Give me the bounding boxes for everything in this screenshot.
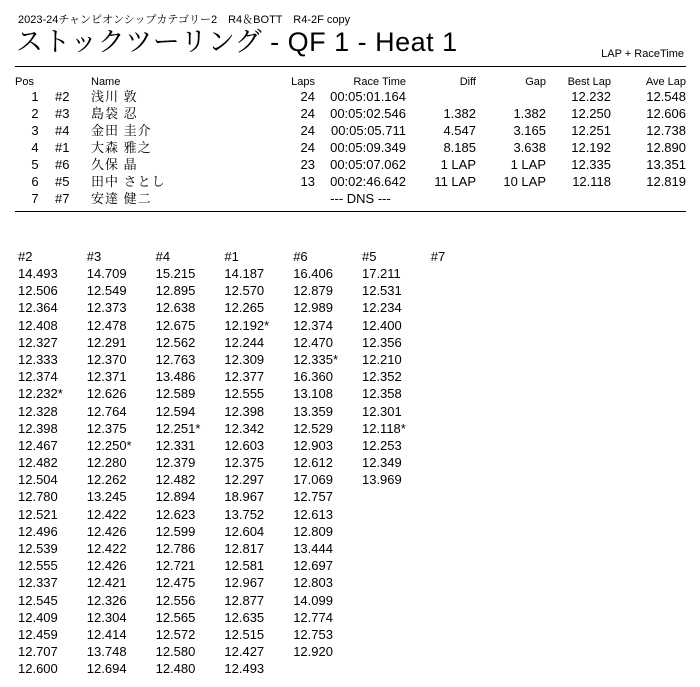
lap-column-car-number: #2: [18, 249, 33, 264]
col-header-race-time: Race Time: [353, 76, 406, 88]
lap-time: 12.764: [86, 403, 127, 419]
result-best-lap: 12.118: [572, 174, 611, 189]
result-race-time: 00:05:05.711: [331, 123, 406, 138]
col-header-laps: Laps: [291, 76, 315, 88]
lap-time: 12.459: [18, 626, 58, 642]
result-pos: 2: [31, 106, 39, 121]
lap-time: 12.635: [224, 609, 265, 625]
lap-time: 12.333: [18, 351, 58, 367]
lap-time: 12.817: [224, 541, 265, 556]
col-header-ave-lap: Ave Lap: [645, 76, 686, 88]
lap-time: 12.414: [86, 626, 127, 642]
lap-time: 12.326: [86, 592, 127, 608]
result-race-time: 00:02:46.642: [330, 174, 406, 189]
col-header-name: Name: [91, 76, 121, 88]
lap-time: 13.752: [224, 506, 265, 522]
lap-time: 12.594: [155, 403, 196, 419]
lap-time: 12.331: [155, 437, 196, 453]
lap-time: 12.626: [86, 386, 127, 402]
lap-time: 17.069: [293, 472, 333, 488]
results-table: [15, 74, 686, 207]
lap-time: 12.763: [155, 351, 196, 367]
lap-time: 12.232*: [18, 386, 63, 402]
result-driver-name: 大森 雅之: [91, 140, 152, 155]
lap-column: [156, 248, 225, 678]
result-pos: 4: [31, 140, 39, 155]
lap-time: 12.480: [155, 661, 196, 677]
result-gap: 3.638: [513, 140, 546, 155]
lap-time: 12.894: [155, 489, 196, 505]
lap-time: 12.531: [361, 283, 402, 299]
lap-time: 12.697: [293, 558, 333, 574]
lap-time: 12.467: [18, 437, 58, 453]
lap-time: 12.370: [86, 351, 127, 367]
lap-time: 12.967: [224, 575, 265, 591]
lap-time: 12.280: [86, 455, 127, 471]
result-best-lap: 12.192: [571, 140, 611, 155]
lap-time: 12.118*: [361, 420, 406, 436]
result-diff: [406, 88, 476, 105]
lap-time: 12.809: [293, 523, 333, 539]
lap-time: 12.556: [155, 592, 196, 608]
lap-time: 12.675: [155, 317, 196, 333]
result-ave-lap: 12.738: [646, 123, 686, 138]
lap-time: 12.879: [293, 283, 333, 299]
lap-time: 12.565: [155, 609, 196, 625]
lap-time: 12.572: [155, 626, 196, 642]
result-pos: 6: [31, 174, 39, 189]
result-car-number: #7: [55, 191, 70, 206]
result-ave-lap: [611, 190, 686, 207]
result-race-time: 00:05:01.164: [330, 89, 406, 104]
lap-time: 12.496: [18, 523, 58, 539]
lap-time: 12.694: [86, 661, 127, 677]
lap-time: 12.250*: [86, 437, 132, 453]
result-laps: 13: [300, 174, 315, 189]
lap-time: 18.967: [224, 489, 265, 505]
lap-column-car-number: #6: [293, 249, 308, 264]
lap-time: 12.600: [18, 661, 58, 677]
lap-time: 15.215: [155, 266, 196, 281]
lap-time: 12.504: [18, 472, 58, 488]
result-race-time: 00:05:02.546: [330, 106, 406, 121]
result-ave-lap: 12.890: [646, 140, 686, 155]
result-best-lap: 12.250: [571, 106, 611, 121]
page-title: ストックツーリング - QF 1 - Heat 1: [16, 27, 458, 57]
lap-time: 13.969: [361, 472, 402, 488]
lap-time: 12.545: [18, 592, 58, 608]
lap-time: 12.612: [293, 455, 333, 471]
report-mode-label: LAP + RaceTime: [601, 48, 684, 60]
lap-column: [87, 248, 156, 678]
lap-column: [224, 248, 293, 678]
lap-time: 12.803: [293, 575, 333, 591]
lap-time: 12.335*: [293, 351, 339, 367]
lap-time: 12.400: [361, 317, 402, 333]
result-best-lap: [546, 190, 611, 207]
lap-time: 12.371: [86, 369, 127, 385]
lap-time: 12.989: [293, 300, 333, 316]
lap-time: 14.493: [18, 266, 58, 281]
lap-time: 12.373: [86, 300, 127, 316]
lap-time: 12.234: [361, 300, 402, 316]
lap-time: 12.304: [86, 609, 127, 625]
lap-time: 12.427: [224, 644, 265, 660]
lap-time: 12.327: [18, 334, 58, 350]
lap-time: 12.328: [18, 403, 58, 419]
lap-column-car-number: #7: [430, 249, 446, 264]
col-header-diff: Diff: [459, 76, 476, 88]
lap-time: 12.244: [224, 334, 265, 350]
lap-time: 12.786: [155, 541, 196, 556]
result-ave-lap: 12.819: [646, 174, 686, 189]
lap-time: 12.475: [155, 575, 196, 591]
result-diff: 1 LAP: [440, 157, 476, 172]
result-diff: 1.382: [443, 106, 476, 121]
lap-time: 13.359: [293, 403, 333, 419]
lap-time: 13.108: [293, 386, 333, 402]
lap-time: 12.352: [361, 369, 402, 385]
lap-time: 13.245: [86, 489, 127, 505]
result-ave-lap: 13.351: [646, 157, 686, 172]
lap-time: 12.780: [18, 489, 58, 505]
lap-time: 12.555: [18, 558, 58, 574]
lap-time: 12.374: [293, 317, 333, 333]
lap-column-car-number: #3: [86, 249, 102, 264]
result-pos: 1: [31, 89, 39, 104]
result-driver-name: 金田 圭介: [91, 123, 152, 138]
lap-column: [362, 248, 431, 678]
result-row: [15, 156, 686, 173]
lap-time: 13.486: [155, 369, 196, 385]
lap-time: 12.581: [224, 558, 265, 574]
result-driver-name: 島袋 忍: [91, 106, 138, 121]
lap-time: 12.253: [361, 437, 402, 453]
lap-time: 12.342: [224, 420, 265, 436]
lap-time: 12.604: [224, 523, 265, 539]
result-driver-name: 安達 健二: [91, 191, 152, 206]
lap-time: 12.478: [86, 317, 127, 333]
col-header-gap: Gap: [525, 76, 546, 88]
lap-time: 12.603: [224, 437, 265, 453]
result-diff: 4.547: [443, 123, 476, 138]
lap-time: 12.529: [293, 420, 333, 436]
lap-time: 12.470: [293, 334, 333, 350]
result-gap: 1 LAP: [510, 157, 546, 172]
lap-time: 12.375: [86, 420, 127, 436]
lap-time: 12.920: [293, 644, 333, 660]
result-row: [15, 190, 686, 207]
result-pos: 3: [31, 123, 39, 138]
result-gap: [476, 88, 546, 105]
lap-time: 12.409: [18, 609, 58, 625]
lap-time: 16.360: [293, 369, 333, 385]
lap-time: 12.426: [86, 558, 127, 574]
result-car-number: #3: [55, 106, 70, 121]
lap-time: 12.408: [18, 317, 58, 333]
lap-time: 12.358: [361, 386, 402, 402]
lap-time: 12.210: [361, 351, 402, 367]
result-car-number: #5: [55, 174, 70, 189]
lap-time: 12.349: [361, 455, 402, 471]
lap-time: 12.251*: [155, 420, 201, 436]
lap-column: [293, 248, 362, 678]
result-best-lap: 12.335: [571, 157, 611, 172]
result-driver-name: 久保 晶: [91, 157, 138, 172]
report-subtitle: 2023-24チャンピオンシップカテゴリー2 R4＆BOTT R4-2F copy: [18, 14, 351, 26]
lap-time: 13.748: [86, 644, 127, 660]
lap-time: 14.187: [224, 266, 265, 281]
result-row: [15, 105, 686, 122]
lap-time: 12.613: [293, 506, 333, 522]
results-header-row: [15, 74, 686, 88]
col-header-best-lap: Best Lap: [567, 76, 611, 88]
lap-time: 12.374: [18, 369, 58, 385]
lap-time: 12.589: [155, 386, 196, 402]
result-pos: 7: [31, 191, 39, 206]
lap-time: 14.709: [86, 266, 127, 281]
lap-time: 12.262: [86, 472, 127, 488]
lap-time: 12.192*: [224, 317, 270, 333]
lap-time: 13.444: [293, 541, 333, 556]
lap-time: 12.493: [224, 661, 265, 677]
result-ave-lap: 12.606: [646, 106, 686, 121]
lap-time: 12.903: [293, 437, 333, 453]
lap-column-car-number: #5: [361, 249, 377, 264]
lap-time: 12.375: [224, 455, 265, 471]
lap-time: 12.753: [293, 626, 333, 642]
lap-time: 12.265: [224, 300, 265, 316]
result-laps: [281, 190, 315, 207]
lap-time: 12.301: [361, 403, 402, 419]
lap-time: 12.482: [18, 455, 58, 471]
lap-time: 12.377: [224, 369, 265, 385]
lap-time: 12.757: [293, 489, 333, 505]
lap-time: 12.422: [86, 506, 127, 522]
result-laps: 24: [300, 106, 315, 121]
lap-time: 12.398: [18, 420, 58, 436]
lap-time: 12.638: [155, 300, 196, 316]
lap-time: 12.337: [18, 575, 58, 591]
result-gap: 3.165: [513, 123, 546, 138]
lap-time: 12.707: [18, 644, 58, 660]
lap-time: 12.421: [86, 575, 127, 591]
result-race-time: 00:05:07.062: [330, 157, 406, 172]
result-driver-name: 浅川 敦: [91, 89, 138, 104]
lap-time: 12.562: [155, 334, 196, 350]
result-laps: 24: [300, 123, 315, 138]
result-car-number: #4: [55, 123, 70, 138]
result-laps: 24: [300, 140, 315, 155]
result-best-lap: 12.232: [571, 89, 611, 104]
lap-time: 12.515: [224, 626, 265, 642]
lap-times-grid: [18, 248, 500, 678]
lap-time: 12.426: [86, 523, 127, 539]
result-race-time: 00:05:09.349: [330, 140, 406, 155]
lap-time: 12.482: [155, 472, 196, 488]
lap-time: 16.406: [293, 266, 333, 281]
results-divider: [15, 211, 686, 212]
lap-time: 12.895: [155, 283, 196, 299]
lap-column-car-number: #1: [224, 249, 239, 264]
result-laps: 23: [300, 157, 315, 172]
result-ave-lap: 12.548: [646, 89, 686, 104]
result-diff: 8.185: [443, 140, 476, 155]
lap-column-car-number: #4: [155, 249, 171, 264]
lap-time: 12.721: [155, 558, 196, 574]
result-row: [15, 139, 686, 156]
lap-time: 12.506: [18, 283, 58, 299]
lap-time: 17.211: [361, 266, 401, 281]
lap-time: 12.877: [224, 592, 265, 608]
result-race-time: --- DNS ---: [330, 191, 391, 206]
result-gap: 1.382: [513, 106, 546, 121]
lap-time: 12.539: [18, 541, 58, 556]
result-best-lap: 12.251: [571, 123, 611, 138]
lap-time: 12.291: [86, 334, 127, 350]
lap-time: 12.580: [155, 644, 196, 660]
lap-time: 12.379: [155, 455, 196, 471]
lap-time: 12.555: [224, 386, 265, 402]
result-laps: 24: [300, 89, 315, 104]
result-row: [15, 173, 686, 190]
lap-time: 14.099: [293, 592, 333, 608]
result-car-number: #1: [55, 140, 70, 155]
lap-time: 12.297: [224, 472, 265, 488]
lap-time: 12.364: [18, 300, 58, 316]
lap-time: 12.398: [224, 403, 265, 419]
result-gap: 10 LAP: [503, 174, 546, 189]
lap-column: [18, 248, 87, 678]
lap-time: 12.774: [293, 609, 333, 625]
result-car-number: #2: [55, 89, 70, 104]
lap-time: 12.356: [361, 334, 402, 350]
result-row: [15, 122, 686, 139]
result-gap: [476, 190, 546, 207]
lap-time: 12.309: [224, 351, 265, 367]
result-driver-name: 田中 さとし: [91, 174, 166, 189]
lap-time: 12.623: [155, 506, 196, 522]
result-diff: 11 LAP: [434, 174, 476, 189]
lap-time: 12.521: [18, 506, 58, 522]
header-divider: [15, 66, 686, 67]
result-car-number: #6: [55, 157, 70, 172]
result-row: [15, 88, 686, 105]
result-pos: 5: [31, 157, 39, 172]
col-header-no: [55, 74, 91, 88]
col-header-pos: Pos: [15, 76, 34, 88]
lap-time: 12.599: [155, 523, 196, 539]
lap-time: 12.570: [224, 283, 265, 299]
lap-column: [431, 248, 500, 678]
lap-time: 12.549: [86, 283, 127, 299]
lap-time: 12.422: [86, 541, 127, 556]
result-diff: [406, 190, 476, 207]
